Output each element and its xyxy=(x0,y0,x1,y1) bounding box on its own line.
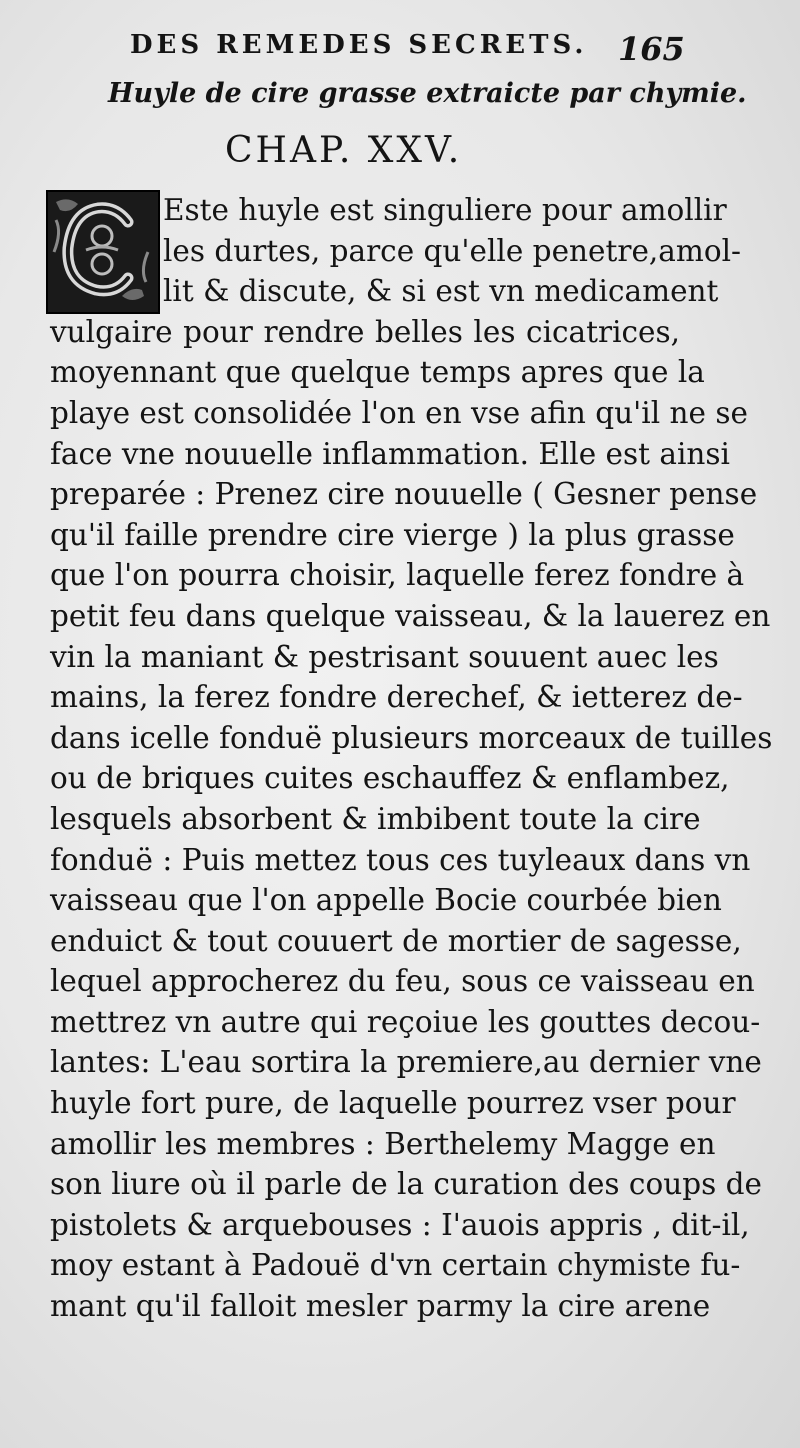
text-line: huyle fort pure, de laquelle pourrez vser pour xyxy=(50,1086,736,1121)
text-line: que l'on pourra choisir, laquelle ferez fondre à xyxy=(50,558,745,593)
text-line: lantes: L'eau sortira la premiere,au dernier vne xyxy=(50,1045,762,1080)
text-line: mant qu'il falloit mesler parmy la cire arene xyxy=(50,1289,711,1324)
text-line: vin la maniant & pestrisant souuent auec les xyxy=(50,639,719,674)
text-line: mettrez vn autre qui reçoiue les gouttes decou- xyxy=(50,1004,761,1039)
text-line: vulgaire pour rendre belles les cicatrices, xyxy=(50,314,680,349)
body-text xyxy=(50,190,773,1327)
text-line: amollir les membres : Berthelemy Magge en xyxy=(50,1126,716,1161)
text-line: face vne nouuelle inflammation. Elle est ainsi xyxy=(50,436,730,471)
page-number: 165 xyxy=(618,30,685,68)
text-line: preparée : Prenez cire nouuelle ( Gesner pense xyxy=(50,477,758,512)
text-line: enduict & tout couuert de mortier de sagesse, xyxy=(50,923,742,958)
text-line: lequel approcherez du feu, sous ce vaisseau en xyxy=(50,964,755,999)
chapter-title: CHAP. XXV. xyxy=(225,130,463,171)
text-line: mains, la ferez fondre derechef, & ietterez de- xyxy=(50,680,743,715)
text-line: lit & discute, & si est vn medicament xyxy=(163,274,719,309)
running-head: DES REMEDES SECRETS. xyxy=(130,30,588,60)
text-line: playe est consolidée l'on en vse afin qu'il ne se xyxy=(50,395,748,430)
text-line: les durtes, parce qu'elle penetre,amol- xyxy=(163,233,742,268)
chapter-subtitle: Huyle de cire grasse extraicte par chymie. xyxy=(108,78,747,109)
text-line: moyennant que quelque temps apres que la xyxy=(50,355,705,390)
text-line: qu'il faille prendre cire vierge ) la plus grasse xyxy=(50,517,735,552)
text-line: moy estant à Padouë d'vn certain chymiste fu- xyxy=(50,1248,741,1283)
text-line: pistolets & arquebouses : I'auois appris , dit-il, xyxy=(50,1207,750,1242)
text-line: ou de briques cuites eschauffez & enflambez, xyxy=(50,761,730,796)
text-line: fonduë : Puis mettez tous ces tuyleaux dans vn xyxy=(50,842,751,877)
text-line: lesquels absorbent & imbibent toute la cire xyxy=(50,801,701,836)
text-line: son liure où il parle de la curation des coups de xyxy=(50,1167,762,1202)
text-line: vaisseau que l'on appelle Bocie courbée bien xyxy=(50,883,722,918)
text-line: petit feu dans quelque vaisseau, & la lauerez en xyxy=(50,598,771,633)
text-line: dans icelle fonduë plusieurs morceaux de tuilles xyxy=(50,720,773,755)
text-line: Este huyle est singuliere pour amollir xyxy=(163,193,727,227)
